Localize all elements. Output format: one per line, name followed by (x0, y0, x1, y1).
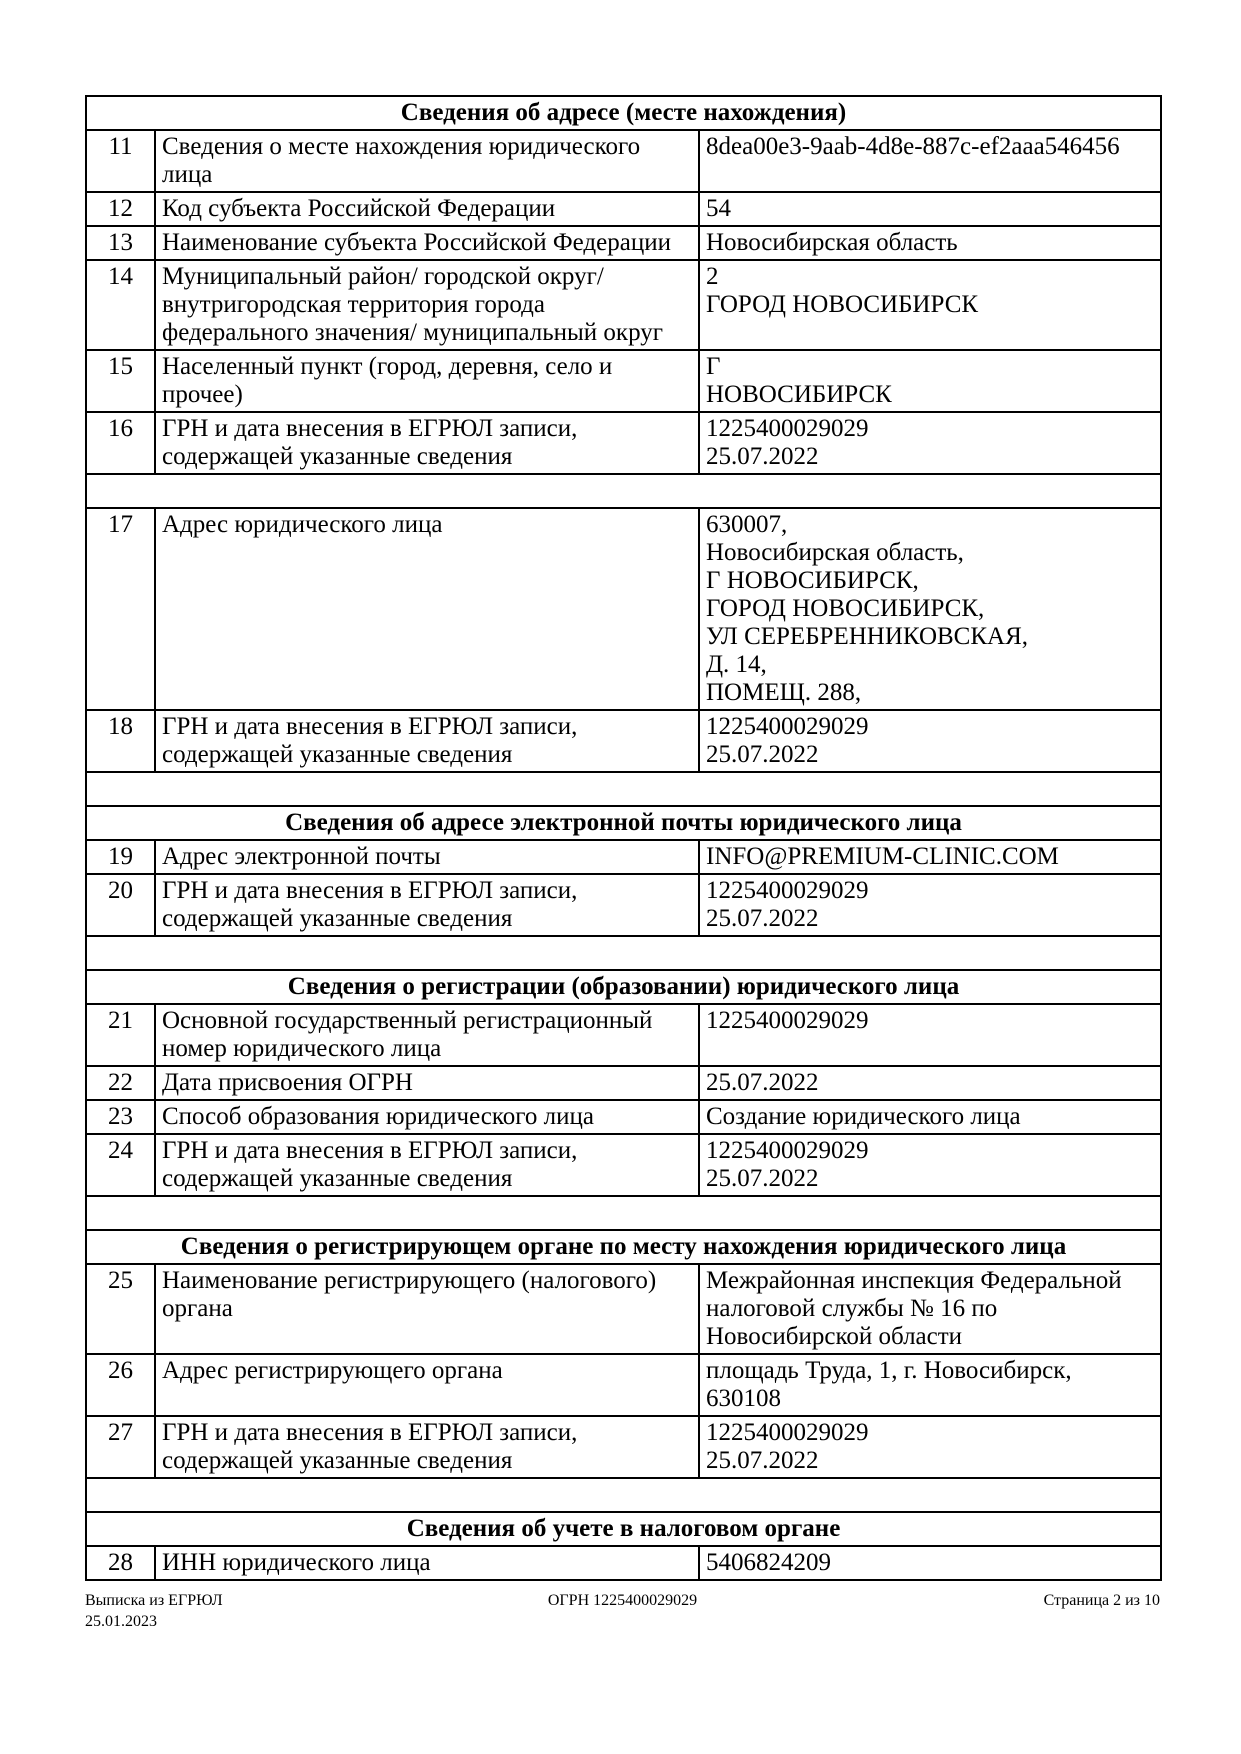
row-value-cell (699, 840, 1161, 874)
row-label-cell: ГРН и дата внесения в ЕГРЮЛ записи, содержащей указанные сведения (155, 1134, 699, 1196)
table-row (86, 260, 1161, 350)
row-number-cell: 15 (86, 350, 155, 412)
row-number-cell: 28 (86, 1546, 155, 1580)
value-line: 1225400029029 (706, 415, 869, 442)
table-row (86, 710, 1161, 772)
value-line: Г НОВОСИБИРСК, (706, 567, 919, 594)
value-line: 54 (706, 195, 731, 222)
section-header-row (86, 806, 1161, 840)
row-value-cell (699, 1354, 1161, 1416)
section-header-text: Сведения о регистрирующем органе по месту нахождения юридического лица (86, 1230, 1161, 1264)
table-row (86, 1354, 1161, 1416)
value-line: Новосибирской области (706, 1323, 963, 1350)
section-header-text: Сведения об адресе (месте нахождения) (86, 96, 1161, 130)
row-value-cell (699, 1134, 1161, 1196)
table-row (86, 1264, 1161, 1354)
table-row (86, 1416, 1161, 1478)
row-label-cell: Адрес юридического лица (155, 508, 699, 710)
value-line: 25.07.2022 (706, 1165, 819, 1192)
row-label-cell: Адрес регистрирующего органа (155, 1354, 699, 1416)
row-label-cell: Адрес электронной почты (155, 840, 699, 874)
section-header-row (86, 1512, 1161, 1546)
row-label-cell: ГРН и дата внесения в ЕГРЮЛ записи, содержащей указанные сведения (155, 874, 699, 936)
row-label-cell: Муниципальный район/ городской округ/ внутригородская территория города федерального значения/ муниципальный округ (155, 260, 699, 350)
table-row (86, 350, 1161, 412)
row-value-cell (699, 130, 1161, 192)
row-value-cell (699, 1264, 1161, 1354)
row-label-cell: Основной государственный регистрационный номер юридического лица (155, 1004, 699, 1066)
value-line: 25.07.2022 (706, 741, 819, 768)
spacer-row (86, 1478, 1161, 1512)
footer-ogrn: ОГРН 1225400029029 (547, 1592, 698, 1609)
table-row (86, 1134, 1161, 1196)
row-label-cell: Способ образования юридического лица (155, 1100, 699, 1134)
value-line: 25.07.2022 (706, 1069, 819, 1096)
row-number-cell: 12 (86, 192, 155, 226)
row-number-cell: 18 (86, 710, 155, 772)
row-number-cell: 14 (86, 260, 155, 350)
section-header-text: Сведения об адресе электронной почты юридического лица (86, 806, 1161, 840)
value-line: площадь Труда, 1, г. Новосибирск, (706, 1357, 1072, 1384)
value-line: 25.07.2022 (706, 1447, 819, 1474)
spacer-cell (86, 1478, 1161, 1512)
table-row (86, 1546, 1161, 1580)
value-line: ПОМЕЩ. 288, (706, 679, 862, 706)
row-value-cell (699, 1546, 1161, 1580)
table-row (86, 508, 1161, 710)
value-line: Новосибирская область (706, 229, 958, 256)
table-row (86, 130, 1161, 192)
row-number-cell: 20 (86, 874, 155, 936)
row-number-cell: 21 (86, 1004, 155, 1066)
spacer-row (86, 936, 1161, 970)
value-line: 1225400029029 (706, 1007, 869, 1034)
value-line: 8dea00e3-9aab-4d8e-887c-ef2aaa546456 (706, 133, 1120, 160)
row-label-cell: Наименование регистрирующего (налогового) органа (155, 1264, 699, 1354)
row-value-cell (699, 1416, 1161, 1478)
row-number-cell: 13 (86, 226, 155, 260)
document-table (85, 95, 1162, 1581)
table-row (86, 412, 1161, 474)
value-line: INFO@PREMIUM-CLINIC.COM (706, 843, 1059, 870)
section-header-text: Сведения о регистрации (образовании) юридического лица (86, 970, 1161, 1004)
section-header-row (86, 96, 1161, 130)
spacer-cell (86, 474, 1161, 508)
row-value-cell (699, 508, 1161, 710)
value-line: Д. 14, (706, 651, 767, 678)
row-label-cell: ГРН и дата внесения в ЕГРЮЛ записи, содержащей указанные сведения (155, 710, 699, 772)
value-line: 1225400029029 (706, 877, 869, 904)
spacer-cell (86, 1196, 1161, 1230)
footer-doc-date: 25.01.2023 (85, 1613, 157, 1630)
value-line: налоговой службы № 16 по (706, 1295, 998, 1322)
table-row (86, 226, 1161, 260)
value-line: ГОРОД НОВОСИБИРСК, (706, 595, 985, 622)
row-value-cell (699, 226, 1161, 260)
row-value-cell (699, 874, 1161, 936)
row-label-cell: ИНН юридического лица (155, 1546, 699, 1580)
footer-doc-info (85, 1590, 223, 1632)
row-value-cell (699, 350, 1161, 412)
row-number-cell: 22 (86, 1066, 155, 1100)
row-value-cell (699, 1100, 1161, 1134)
spacer-row (86, 772, 1161, 806)
table-row (86, 1004, 1161, 1066)
row-number-cell: 17 (86, 508, 155, 710)
row-label-cell: Код субъекта Российской Федерации (155, 192, 699, 226)
row-label-cell: Сведения о месте нахождения юридического лица (155, 130, 699, 192)
value-line: Создание юридического лица (706, 1103, 1021, 1130)
spacer-cell (86, 772, 1161, 806)
spacer-cell (86, 936, 1161, 970)
value-line: НОВОСИБИРСК (706, 381, 892, 408)
row-label-cell: ГРН и дата внесения в ЕГРЮЛ записи, содержащей указанные сведения (155, 412, 699, 474)
row-value-cell (699, 260, 1161, 350)
row-number-cell: 23 (86, 1100, 155, 1134)
row-label-cell: ГРН и дата внесения в ЕГРЮЛ записи, содержащей указанные сведения (155, 1416, 699, 1478)
row-label-cell: Населенный пункт (город, деревня, село и прочее) (155, 350, 699, 412)
table-row (86, 840, 1161, 874)
footer-doc-title: Выписка из ЕГРЮЛ (85, 1592, 223, 1609)
value-line: Г (706, 353, 721, 380)
value-line: Новосибирская область, (706, 539, 964, 566)
value-line: УЛ СЕРЕБРЕННИКОВСКАЯ, (706, 623, 1029, 650)
value-line: ГОРОД НОВОСИБИРСК (706, 291, 979, 318)
value-line: 1225400029029 (706, 713, 869, 740)
document-table-body (86, 96, 1161, 1580)
row-number-cell: 24 (86, 1134, 155, 1196)
value-line: 25.07.2022 (706, 443, 819, 470)
table-row (86, 874, 1161, 936)
row-value-cell (699, 710, 1161, 772)
value-line: 5406824209 (706, 1549, 831, 1576)
row-number-cell: 19 (86, 840, 155, 874)
value-line: 1225400029029 (706, 1419, 869, 1446)
row-number-cell: 16 (86, 412, 155, 474)
row-value-cell (699, 1004, 1161, 1066)
section-header-row (86, 1230, 1161, 1264)
table-row (86, 192, 1161, 226)
value-line: 1225400029029 (706, 1137, 869, 1164)
value-line: 630108 (706, 1385, 781, 1412)
footer (85, 1590, 1160, 1636)
row-number-cell: 27 (86, 1416, 155, 1478)
row-number-cell: 11 (86, 130, 155, 192)
value-line: 630007, (706, 511, 788, 538)
value-line: 25.07.2022 (706, 905, 819, 932)
row-value-cell (699, 1066, 1161, 1100)
footer-page-number: Страница 2 из 10 (1043, 1592, 1160, 1609)
value-line: Межрайонная инспекция Федеральной (706, 1267, 1122, 1294)
spacer-row (86, 1196, 1161, 1230)
value-line: 2 (706, 263, 719, 290)
row-number-cell: 25 (86, 1264, 155, 1354)
spacer-row (86, 474, 1161, 508)
row-label-cell: Наименование субъекта Российской Федерации (155, 226, 699, 260)
table-row (86, 1066, 1161, 1100)
row-number-cell: 26 (86, 1354, 155, 1416)
section-header-text: Сведения об учете в налоговом органе (86, 1512, 1161, 1546)
row-label-cell: Дата присвоения ОГРН (155, 1066, 699, 1100)
table-row (86, 1100, 1161, 1134)
section-header-row (86, 970, 1161, 1004)
row-value-cell (699, 412, 1161, 474)
row-value-cell (699, 192, 1161, 226)
